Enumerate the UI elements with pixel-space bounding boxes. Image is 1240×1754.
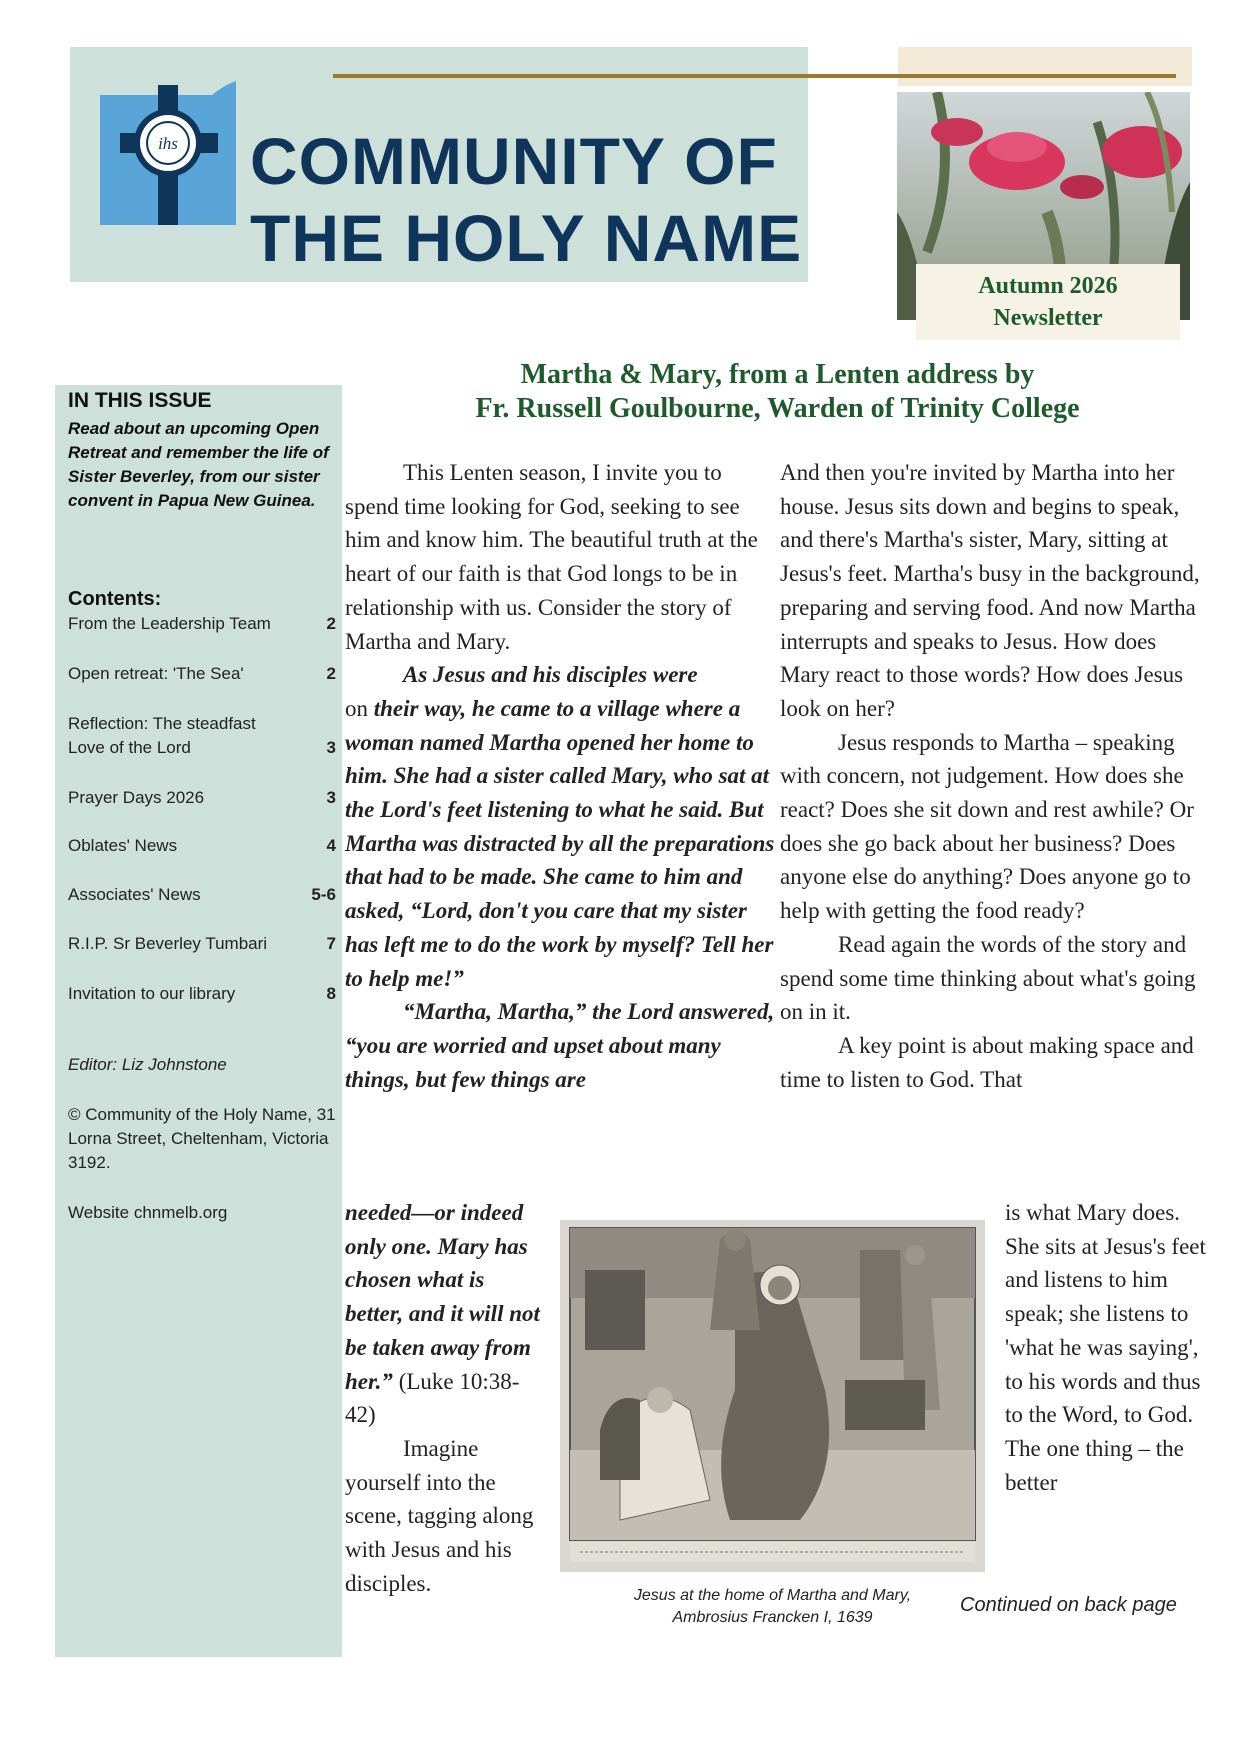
toc-label: Prayer Days 2026 bbox=[68, 788, 205, 807]
logo-title-line1: COMMUNITY OF bbox=[250, 124, 778, 198]
article-column-1-wrap bbox=[345, 1196, 545, 1600]
continued-note: Continued on back page bbox=[960, 1594, 1177, 1616]
toc-page: 2 bbox=[326, 614, 336, 633]
etching-image bbox=[560, 1220, 985, 1572]
toc-item[interactable] bbox=[68, 786, 336, 810]
logo-panel bbox=[70, 47, 808, 282]
toc-item[interactable] bbox=[68, 834, 336, 858]
image-caption: Jesus at the home of Martha and Mary, Ambrosius Francken I, 1639 bbox=[633, 1587, 912, 1626]
toc-item[interactable] bbox=[68, 662, 336, 686]
toc-label: From the Leadership Team bbox=[68, 614, 271, 633]
header-accent-block bbox=[898, 47, 1192, 86]
article-column-2 bbox=[780, 456, 1210, 1096]
toc-page: 4 bbox=[326, 836, 336, 855]
toc-page: 3 bbox=[326, 738, 336, 757]
toc-label: Reflection: The steadfast Love of the Lord bbox=[68, 714, 256, 757]
copyright-address: © Community of the Holy Name, 31 Lorna Street, Cheltenham, Victoria 3192. bbox=[68, 1105, 336, 1172]
toc-item[interactable] bbox=[68, 883, 336, 907]
toc-page: 3 bbox=[326, 788, 336, 807]
toc-label: Associates' News bbox=[68, 885, 201, 904]
cross-logo-icon bbox=[100, 75, 236, 225]
paragraph-responds: Jesus responds to Martha – speaking with concern, not judgement. How does she react? Does she sit down and rest awhile? Or does she go back about her business? Does anyone else do anything? Does anyone go to help with getting the food ready? bbox=[780, 729, 1194, 924]
toc-page: 7 bbox=[326, 934, 336, 953]
paragraph-read-again: Read again the words of the story and spend some time thinking about what's going on in it. bbox=[780, 931, 1196, 1025]
season-title: Autumn 2026 bbox=[978, 273, 1118, 299]
article-title-line1: Martha & Mary, from a Lenten address by bbox=[520, 359, 1035, 390]
issue-season-label bbox=[916, 264, 1180, 340]
header-rule bbox=[333, 74, 1176, 78]
toc-item[interactable] bbox=[68, 612, 336, 636]
toc-item[interactable] bbox=[68, 932, 336, 956]
article-title bbox=[345, 358, 1210, 426]
toc-label: Open retreat: 'The Sea' bbox=[68, 664, 244, 683]
issue-blurb: Read about an upcoming Open Retreat and remember the life of Sister Beverley, from our sister convent in Papua New Guinea. bbox=[68, 419, 329, 510]
paragraph-key-point: A key point is about making space and time to listen to God. That bbox=[780, 1032, 1194, 1092]
editor-credit: Editor: Liz Johnstone bbox=[68, 1055, 227, 1074]
season-subtitle: Newsletter bbox=[993, 305, 1103, 331]
toc-item[interactable] bbox=[68, 982, 336, 1006]
sidebar bbox=[55, 385, 342, 1657]
toc-label: R.I.P. Sr Beverley Tumbari bbox=[68, 934, 268, 953]
paragraph-intro: This Lenten season, I invite you to spend time looking for God, seeking to see him and know him. The beautiful truth at the heart of our faith is that God longs to be in relationship with us. Consider the story of Martha and Mary. bbox=[345, 460, 758, 654]
paragraph-mary-listens: is what Mary does. She sits at Jesus's feet and listens to him speak; she listens to 'what he was saying', to his words and thus to the Word, to God. The one thing – the better bbox=[1005, 1200, 1206, 1495]
issue-heading: IN THIS ISSUE bbox=[68, 389, 212, 412]
toc-page: 2 bbox=[326, 664, 336, 683]
article-column-2-wrap bbox=[1005, 1196, 1210, 1499]
paragraph-imagine: Imagine yourself into the scene, tagging along with Jesus and his disciples. bbox=[345, 1435, 534, 1596]
scripture-quote-continued: “Martha, Martha,” the Lord answered, “you are worried and upset about many things, but few things are bbox=[345, 999, 775, 1092]
toc-page: 5-6 bbox=[311, 885, 336, 904]
toc-label: Oblates' News bbox=[68, 836, 178, 855]
article-title-line2: Fr. Russell Goulbourne, Warden of Trinity College bbox=[475, 393, 1080, 424]
paragraph-house: And then you're invited by Martha into her house. Jesus sits down and begins to speak, and there's Martha's sister, Mary, sitting at Jesus's feet. Martha's busy in the background, preparing and serving food. And now Martha interrupts and speaks to Jesus. How does Mary react to those words? How does Jesus look on her? bbox=[780, 460, 1200, 721]
scripture-quote-end: needed—or indeed only one. Mary has chosen what is better, and it will not be taken away from her.” (Luke 10:38-42) bbox=[345, 1200, 540, 1428]
article-column-1 bbox=[345, 456, 775, 1096]
logo-title-line2: THE HOLY NAME bbox=[250, 201, 803, 275]
toc-item[interactable] bbox=[68, 712, 336, 760]
toc-page: 8 bbox=[326, 984, 336, 1003]
scripture-quote: As Jesus and his disciples were on their way, he came to a village where a woman named Martha opened her home to him. She had a sister called Mary, who sat at the Lord's feet listening to what he said. But Martha was distracted by all the preparations that had to be made. She came to him and asked, “Lord, don't you care that my sister has left me to do the work by myself? Tell her to help me!” bbox=[345, 662, 775, 991]
logo-monogram: ihs bbox=[158, 134, 178, 153]
website-link[interactable]: Website chnmelb.org bbox=[68, 1203, 228, 1222]
contents-heading: Contents: bbox=[68, 588, 162, 610]
toc-label: Invitation to our library bbox=[68, 984, 236, 1003]
